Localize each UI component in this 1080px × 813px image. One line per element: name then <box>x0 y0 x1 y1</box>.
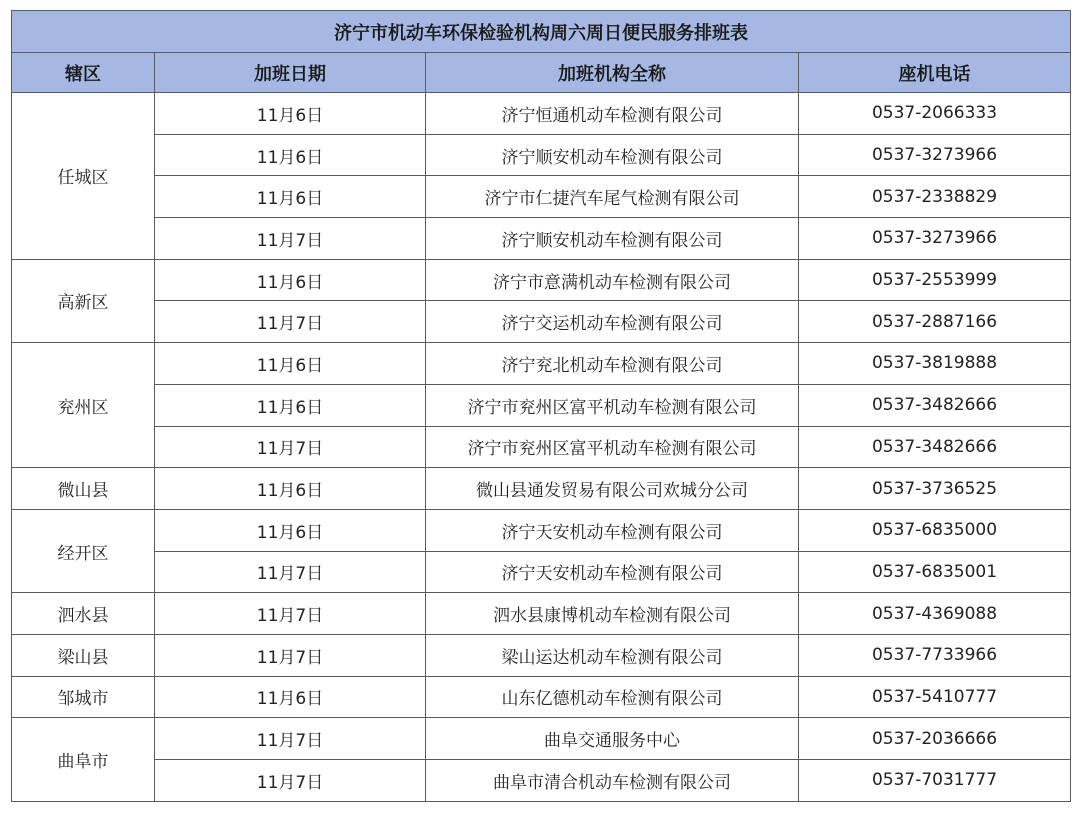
org-cell: 济宁市仁捷汽车尾气检测有限公司 <box>426 176 799 218</box>
date-cell: 11月7日 <box>155 718 426 760</box>
district-cell: 邹城市 <box>12 676 155 718</box>
phone-cell: 0537-6835000 <box>799 509 1071 551</box>
org-cell: 济宁天安机动车检测有限公司 <box>426 509 799 551</box>
date-cell: 11月6日 <box>155 676 426 718</box>
district-cell: 兖州区 <box>12 343 155 468</box>
table-row <box>12 301 1071 343</box>
date-cell: 11月6日 <box>155 384 426 426</box>
table-title: 济宁市机动车环保检验机构周六周日便民服务排班表 <box>12 11 1071 53</box>
table-row <box>12 634 1071 676</box>
table-row <box>12 259 1071 301</box>
header-date: 加班日期 <box>155 53 426 93</box>
org-cell: 梁山运达机动车检测有限公司 <box>426 634 799 676</box>
table-row <box>12 551 1071 593</box>
table-body <box>12 93 1071 802</box>
district-cell: 任城区 <box>12 93 155 260</box>
date-cell: 11月6日 <box>155 134 426 176</box>
date-cell: 11月7日 <box>155 426 426 468</box>
date-cell: 11月6日 <box>155 509 426 551</box>
table-row <box>12 676 1071 718</box>
date-cell: 11月7日 <box>155 634 426 676</box>
table-row <box>12 468 1071 510</box>
phone-cell: 0537-7733966 <box>799 634 1071 676</box>
phone-cell: 0537-3482666 <box>799 426 1071 468</box>
date-cell: 11月7日 <box>155 218 426 260</box>
table-row <box>12 134 1071 176</box>
org-cell: 山东亿德机动车检测有限公司 <box>426 676 799 718</box>
org-cell: 济宁兖北机动车检测有限公司 <box>426 343 799 385</box>
table-row <box>12 593 1071 635</box>
date-cell: 11月6日 <box>155 468 426 510</box>
table-row <box>12 218 1071 260</box>
table-row <box>12 760 1071 802</box>
phone-cell: 0537-4369088 <box>799 593 1071 635</box>
header-org: 加班机构全称 <box>426 53 799 93</box>
date-cell: 11月7日 <box>155 760 426 802</box>
table-row <box>12 176 1071 218</box>
table-row <box>12 718 1071 760</box>
phone-cell: 0537-7031777 <box>799 760 1071 802</box>
org-cell: 济宁顺安机动车检测有限公司 <box>426 218 799 260</box>
table-row <box>12 384 1071 426</box>
date-cell: 11月7日 <box>155 593 426 635</box>
phone-cell: 0537-3736525 <box>799 468 1071 510</box>
phone-cell: 0537-2066333 <box>799 93 1071 135</box>
org-cell: 泗水县康博机动车检测有限公司 <box>426 593 799 635</box>
district-cell: 微山县 <box>12 468 155 510</box>
phone-cell: 0537-3482666 <box>799 384 1071 426</box>
date-cell: 11月6日 <box>155 176 426 218</box>
phone-cell: 0537-3273966 <box>799 134 1071 176</box>
header-district: 辖区 <box>12 53 155 93</box>
org-cell: 济宁市意满机动车检测有限公司 <box>426 259 799 301</box>
district-cell: 高新区 <box>12 259 155 342</box>
org-cell: 济宁市兖州区富平机动车检测有限公司 <box>426 384 799 426</box>
org-cell: 济宁恒通机动车检测有限公司 <box>426 93 799 135</box>
district-cell: 经开区 <box>12 509 155 592</box>
phone-cell: 0537-3819888 <box>799 343 1071 385</box>
table-row <box>12 93 1071 135</box>
date-cell: 11月6日 <box>155 259 426 301</box>
header-row <box>12 53 1071 93</box>
phone-cell: 0537-3273966 <box>799 218 1071 260</box>
date-cell: 11月7日 <box>155 551 426 593</box>
phone-cell: 0537-2887166 <box>799 301 1071 343</box>
phone-cell: 0537-5410777 <box>799 676 1071 718</box>
phone-cell: 0537-6835001 <box>799 551 1071 593</box>
district-cell: 曲阜市 <box>12 718 155 801</box>
header-phone: 座机电话 <box>799 53 1071 93</box>
org-cell: 济宁市兖州区富平机动车检测有限公司 <box>426 426 799 468</box>
date-cell: 11月7日 <box>155 301 426 343</box>
org-cell: 济宁天安机动车检测有限公司 <box>426 551 799 593</box>
date-cell: 11月6日 <box>155 93 426 135</box>
date-cell: 11月6日 <box>155 343 426 385</box>
schedule-table <box>11 10 1071 802</box>
org-cell: 微山县通发贸易有限公司欢城分公司 <box>426 468 799 510</box>
phone-cell: 0537-2553999 <box>799 259 1071 301</box>
org-cell: 曲阜交通服务中心 <box>426 718 799 760</box>
district-cell: 梁山县 <box>12 634 155 676</box>
phone-cell: 0537-2338829 <box>799 176 1071 218</box>
table-row <box>12 426 1071 468</box>
org-cell: 济宁交运机动车检测有限公司 <box>426 301 799 343</box>
table-row <box>12 343 1071 385</box>
district-cell: 泗水县 <box>12 593 155 635</box>
org-cell: 曲阜市清合机动车检测有限公司 <box>426 760 799 802</box>
org-cell: 济宁顺安机动车检测有限公司 <box>426 134 799 176</box>
phone-cell: 0537-2036666 <box>799 718 1071 760</box>
title-row <box>12 11 1071 53</box>
table-row <box>12 509 1071 551</box>
